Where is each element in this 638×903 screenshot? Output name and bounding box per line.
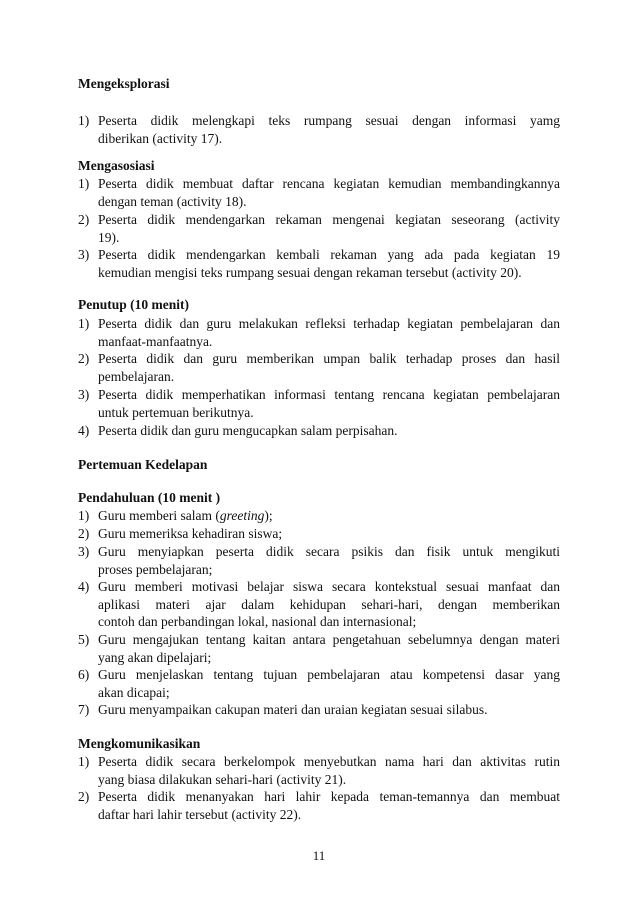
item-line: Guru memeriksa kehadiran siswa;: [98, 526, 283, 541]
item-number: 2): [78, 789, 90, 804]
page-number: 11: [312, 848, 326, 863]
item-number: 5): [78, 632, 90, 647]
section-heading-mengeksplorasi: Mengeksplorasi: [78, 76, 170, 91]
item-number: 6): [78, 667, 90, 682]
item-number: 2): [78, 351, 90, 366]
item-line: pembelajaran.: [98, 368, 175, 384]
item-line: Guru memberi motivasi belajar siswa secara kontekstual sesuai manfaat dan: [98, 579, 560, 594]
item-number: 4): [78, 579, 90, 594]
item-line: Peserta didik menanyakan hari lahir kepada teman-temannya dan membuat: [98, 789, 560, 804]
section-heading-pendahuluan: Pendahuluan (10 menit ): [78, 490, 221, 505]
item-line: Peserta didik memperhatikan informasi tentang rencana kegiatan pembelajaran: [98, 387, 560, 402]
item-line: Peserta didik mendengarkan kembali rekaman yang ada pada kegiatan 19: [98, 247, 560, 262]
item-line: 19).: [98, 229, 120, 245]
item-line: Guru mengajukan tentang kaitan antara pengetahuan sebelumnya dengan materi: [98, 632, 560, 647]
section-heading-mengasosiasi: Mengasosiasi: [78, 158, 155, 173]
item-line: yang akan dipelajari;: [98, 649, 212, 665]
item-line: untuk pertemuan berikutnya.: [98, 404, 254, 420]
item-line: Guru menyampaikan cakupan materi dan uraian kegiatan sesuai silabus.: [98, 702, 488, 717]
item-line: diberikan (activity 17).: [98, 130, 223, 146]
item-number: 3): [78, 247, 90, 262]
item-number: 1): [78, 176, 90, 191]
item-number: 1): [78, 508, 90, 523]
section-heading-mengkomunikasikan: Mengkomunikasikan: [78, 736, 201, 751]
item-number: 3): [78, 544, 90, 559]
item-line-greeting: Guru memberi salam (greeting);: [98, 508, 273, 523]
item-line: kemudian mengisi teks rumpang sesuai dengan rekaman tersebut (activity 20).: [98, 264, 522, 280]
section-heading-pertemuan-kedelapan: Pertemuan Kedelapan: [78, 457, 208, 472]
item-line: Peserta didik dan guru melakukan refleksi terhadap kegiatan pembelajaran dan: [98, 316, 560, 331]
item-line: contoh dan perbandingan lokal, nasional dan internasional;: [98, 614, 417, 629]
item-number: 7): [78, 702, 90, 717]
item-line: daftar hari lahir tersebut (activity 22).: [98, 806, 302, 822]
item-line: dengan teman (activity 18).: [98, 193, 247, 209]
item-number: 2): [78, 526, 90, 541]
section-heading-penutup: Penutup (10 menit): [78, 297, 189, 312]
item-line: Peserta didik dan guru memberikan umpan balik terhadap proses dan hasil: [98, 351, 560, 366]
item-number: 1): [78, 316, 90, 331]
item-line: yang biasa dilakukan sehari-hari (activity 21).: [98, 771, 347, 787]
item-line: Guru menyiapkan peserta didik secara psikis dan fisik untuk mengikuti: [98, 544, 560, 559]
item-number: 3): [78, 387, 90, 402]
item-number: 4): [78, 423, 90, 438]
item-line: Peserta didik secara berkelompok menyebutkan nama hari dan aktivitas rutin: [98, 754, 560, 769]
item-line: manfaat-manfaatnya.: [98, 333, 213, 349]
item-line: Peserta didik membuat daftar rencana kegiatan kemudian membandingkannya: [98, 176, 560, 191]
item-number: 1): [78, 754, 90, 769]
italic-term: greeting: [219, 508, 265, 523]
item-line: Peserta didik melengkapi teks rumpang sesuai dengan informasi yamg: [98, 113, 560, 128]
item-line: Peserta didik mendengarkan rekaman mengenai kegiatan seseorang (activity: [98, 212, 560, 227]
item-line: proses pembelajaran;: [98, 561, 213, 577]
item-line: akan dicapai;: [98, 684, 170, 700]
item-line: Peserta didik dan guru mengucapkan salam perpisahan.: [98, 423, 398, 438]
item-line: Guru menjelaskan tentang tujuan pembelajaran atau kompetensi dasar yang: [98, 667, 560, 682]
item-line: aplikasi materi ajar dalam kehidupan sehari-hari, dengan memberikan: [98, 596, 560, 612]
item-number: 2): [78, 212, 90, 227]
item-number: 1): [78, 113, 90, 128]
